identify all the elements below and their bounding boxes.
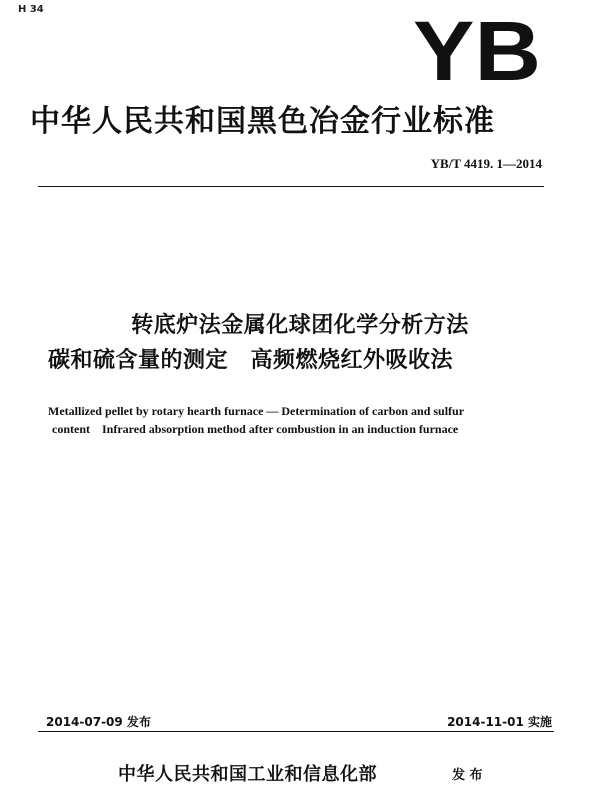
issue-date: 2014-07-09 发布 bbox=[46, 715, 151, 729]
bottom-rule bbox=[38, 731, 554, 732]
top-rule bbox=[38, 186, 544, 187]
implementation-date: 2014-11-01 实施 bbox=[447, 715, 552, 729]
yb-logo-text: YB bbox=[413, 12, 541, 84]
cn-title-line-1: 转底炉法金属化球团化学分析方法 bbox=[131, 313, 469, 338]
issuer: 中华人民共和国工业和信息化部 bbox=[118, 764, 377, 785]
en-title-line-2: content Infrared absorption method after combustion in an induction furnace bbox=[52, 422, 459, 436]
issued-label: 发 布 bbox=[452, 768, 483, 783]
yb-logo bbox=[412, 12, 542, 84]
standard-number: YB/T 4419. 1—2014 bbox=[430, 156, 542, 171]
classification-code: H 34 bbox=[18, 4, 44, 15]
cn-title-line-2: 碳和硫含量的测定 高频燃烧红外吸收法 bbox=[48, 348, 454, 373]
en-title-line-1: Metallized pellet by rotary hearth furnace — Determination of carbon and sulfur bbox=[48, 404, 465, 418]
org-title: 中华人民共和国黑色冶金行业标准 bbox=[30, 104, 495, 139]
